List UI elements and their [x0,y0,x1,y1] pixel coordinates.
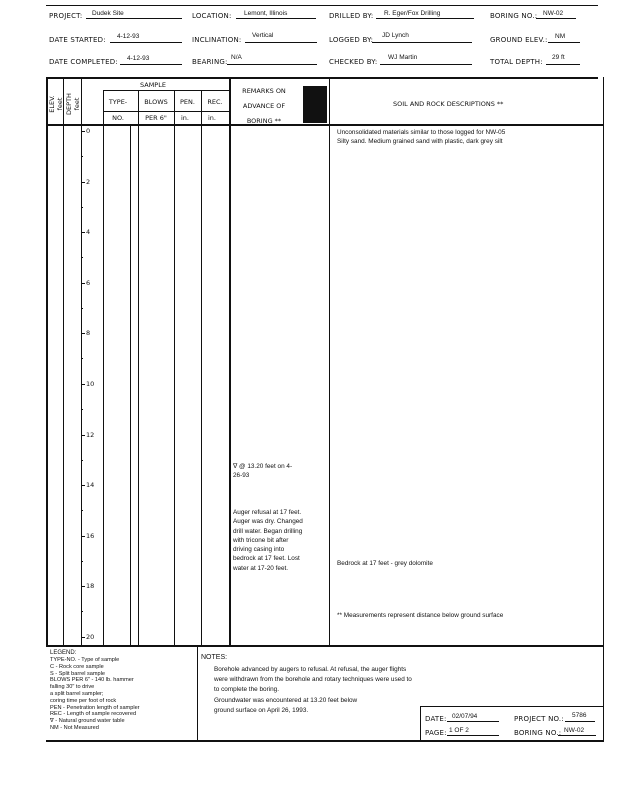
depth-tick [81,637,85,638]
col-line-remarks [229,78,231,645]
black-marker-box [303,86,327,123]
footer-page-value: 1 OF 2 [449,727,469,734]
depth-half-tick [81,358,83,359]
depth-tick [81,182,85,183]
rec-header-sub [201,114,223,122]
top-border [46,5,598,6]
remarks-label-2: ADVANCE OF [242,102,286,110]
footer-boring-no-value: NW-02 [564,727,585,734]
remarks-label-1: REMARKS ON [242,87,286,95]
notes-line: ground surface on April 26, 1993. [214,707,309,715]
depth-tick-label: 0 [86,127,91,135]
depth-tick [81,131,85,132]
notes-line: Borehole advanced by augers to refusal. At refusal, the auger flights [214,665,407,673]
soil-header: SOIL AND ROCK DESCRIPTIONS ** [393,100,504,108]
refusal-remark: Auger refusal at 17 feet. Auger was dry. Changed drill water. Began drilling with tricone bit after driving casing into bedrock at 17 feet. Lost water at 17-20 feet. [233,509,303,572]
location-value: Lemont, Illinois [244,10,288,17]
footer-project-no-label: PROJECT NO.: [514,715,564,723]
footer-project-no-value: 5786 [572,712,587,719]
sample-header-divider [103,90,229,91]
depth-tick [81,232,85,233]
depth-tick-label: 6 [86,279,91,287]
location-label: LOCATION: [192,12,232,20]
depth-half-tick [81,207,83,208]
notes-title: NOTES: [201,654,228,661]
boring-no-value: NW-02 [543,10,564,17]
depth-tick-label: 8 [86,329,91,337]
checked-by-value: WJ Martin [388,54,418,61]
sample-header: SAMPLE [140,81,166,89]
table-left-border [46,77,48,646]
legend [50,650,196,732]
date-completed-label: DATE COMPLETED: [49,58,118,66]
col-line-type [103,90,104,645]
drilled-by-value: R. Eger/Fox Drilling [384,10,441,17]
project-label: PROJECT: [49,12,83,20]
blows-label: BLOWS [144,98,168,106]
col-line-elev [63,78,64,645]
elev-header [48,92,64,116]
blows-sub-label: PER 6" [145,114,167,122]
pen-label: PEN. [180,98,195,106]
rec-label: REC. [207,98,223,106]
date-started-label: DATE STARTED: [49,36,106,44]
legend-notes-divider [197,647,198,741]
date-completed-value: 4-12-93 [127,55,150,62]
footer-page-label: PAGE: [425,729,447,737]
depth-unit: feet [73,97,81,111]
notes-line: Groundwater was encountered at 13.20 feet below [214,696,358,704]
col-line-rec [201,90,202,645]
bearing-label: BEARING: [192,58,228,66]
depth-tick-label: 14 [86,481,95,489]
measurement-footnote: ** Measurements represent distance below ground surface [337,612,504,619]
remarks-label-3: BORING ** [246,117,282,125]
type-sub-label: NO. [112,114,124,122]
legend-line: NM - Not Measured [50,724,99,731]
depth-tick-label: 12 [86,431,95,439]
inclination-value: Vertical [252,32,274,39]
elev-unit: feet [56,97,64,111]
depth-label: DEPTH [65,93,73,115]
date-started-value: 4-12-93 [117,33,140,40]
depth-tick-label: 4 [86,228,91,236]
pen-header-sub [174,114,196,122]
legend-title: LEGEND: [50,650,77,656]
legend-line: PEN - Penetration length of sampler [50,704,140,711]
remarks-header [231,84,297,129]
depth-tick [81,283,85,284]
legend-line: BLOWS PER 6" - 140 lb. hammer [50,677,134,684]
depth-half-tick [81,460,83,461]
type-header [103,98,133,106]
notes-line: to complete the boring. [214,686,280,694]
depth-tick [81,485,85,486]
logged-by-value: JD Lynch [382,32,409,39]
depth-tick [81,586,85,587]
type-label: TYPE- [108,98,128,106]
depth-tick-label: 20 [86,633,95,641]
table-top-border [46,77,598,79]
pen-header [174,98,201,106]
depth-tick-label: 18 [86,582,95,590]
blows-header [138,98,174,106]
depth-half-tick [81,308,83,309]
ground-elev-value: NM [555,33,566,40]
water-remark: ∇ @ 13.20 feet on 4-26-93 [233,463,293,480]
bedrock-description: Bedrock at 17 feet - grey dolomite [337,560,433,567]
legend-lines [50,657,196,732]
table-right-border [603,77,604,646]
depth-tick-label: 10 [86,380,95,388]
legend-line: coring time per foot of rock [50,697,117,704]
depth-tick [81,435,85,436]
total-depth-label: TOTAL DEPTH: [490,58,543,66]
rec-header [201,98,229,106]
project-value: Dudek Site [92,10,124,17]
legend-line: ∇ - Natural ground water table [50,718,125,725]
logged-by-label: LOGGED BY: [329,36,374,44]
inclination-label: INCLINATION: [192,36,242,44]
legend-line: REC - Length of sample recovered [50,711,137,718]
depth-half-tick [81,257,83,258]
boring-no-label: BORING NO.: [490,12,538,20]
ground-elev-label: GROUND ELEV.: [490,36,548,44]
depth-half-tick [81,156,83,157]
legend-line: falling 30" to drive [50,684,95,691]
rec-sub-label: in. [208,114,216,122]
depth-tick-label: 16 [86,532,95,540]
depth-half-tick [81,611,83,612]
depth-half-tick [81,510,83,511]
depth-tick [81,536,85,537]
table-bottom-border [46,645,604,647]
description-line-2: Silty sand. Medium grained sand with plastic, dark grey silt [337,138,503,145]
legend-line: a split barrel sampler; [50,690,104,697]
notes-line: were withdrawn from the borehole and rotary techniques were used to [214,676,412,683]
footer-date-value: 02/07/94 [452,713,478,720]
bearing-value: N/A [231,54,242,61]
footer-boring-no-label: BORING NO.: [514,729,562,737]
footer-date-label: DATE: [425,715,447,723]
sample-subheader-divider [103,111,229,112]
pen-sub-label: in. [181,114,189,122]
depth-tick-label: 2 [86,178,91,186]
depth-half-tick [81,409,83,410]
col-line-soil [329,78,330,645]
sample-inner-line-a [130,125,131,645]
elev-label: ELEV. [48,95,56,113]
depth-half-tick [81,561,83,562]
legend-line: TYPE-NO. - Type of sample [50,657,120,663]
legend-line: C - Rock core sample [50,663,104,670]
depth-tick [81,333,85,334]
depth-header [65,92,81,116]
checked-by-label: CHECKED BY: [329,58,378,66]
legend-line: S - Split barrel sample [50,670,106,677]
drilled-by-label: DRILLED BY: [329,12,374,20]
blows-header-sub [138,114,174,122]
col-line-depth [81,78,82,645]
total-depth-value: 29 ft [552,54,565,61]
col-line-pen [174,90,175,645]
description-line-1: Unconsolidated materials similar to those logged for NW-05 [337,129,506,136]
depth-tick [81,384,85,385]
type-header-sub [103,114,133,122]
col-line-blows [138,90,139,645]
